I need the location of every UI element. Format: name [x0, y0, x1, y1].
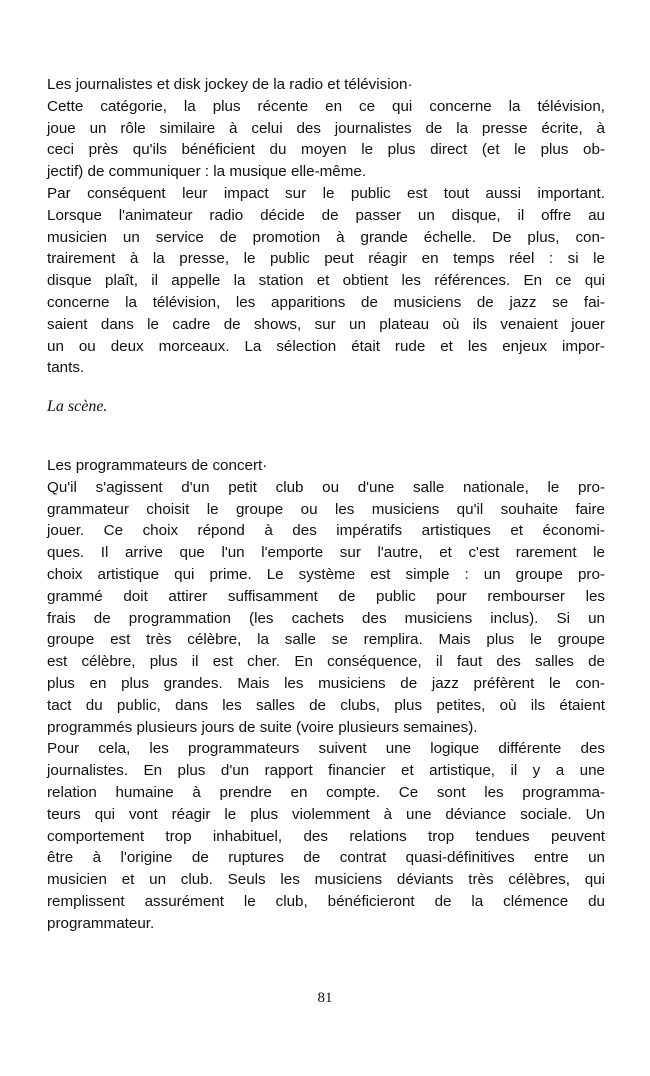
text-line: joue un rôle similaire à celui des journalistes de la presse écrite, à	[47, 119, 605, 137]
text-line: concerne la télévision, les apparitions de musiciens de jazz se fai-	[47, 293, 605, 311]
text-line: jouer. Ce choix répond à des impératifs artistiques et économi-	[47, 522, 605, 540]
text-line: tants.	[47, 359, 85, 377]
page-number: 81	[317, 990, 333, 1006]
section-heading: La scène.	[47, 398, 108, 415]
text-line: un ou deux morceaux. La sélection était rude et les enjeux impor-	[47, 337, 605, 355]
text-line: saient dans le cadre de shows, sur un plateau où ils venaient jouer	[47, 315, 605, 333]
text-line: jectif) de communiquer : la musique elle-même.	[47, 163, 367, 181]
text-line: remplissent assurément le club, bénéficieront de la clémence du	[47, 892, 605, 910]
text-line: Lorsque l'animateur radio décide de passer un disque, il offre au	[47, 206, 605, 224]
text-line: relation humaine à prendre en compte. Ce sont les programma-	[47, 783, 605, 801]
text-line: Par conséquent leur impact sur le public est tout aussi important.	[47, 184, 605, 202]
text-line: comportement trop inhabituel, des relations trop tendues peuvent	[47, 827, 605, 845]
text-line: programmateur.	[47, 914, 155, 932]
text-line: grammé doit attirer suffisamment de public pour rembourser les	[47, 587, 605, 605]
text-line: grammateur choisit le groupe ou les musiciens qu'il souhaite faire	[47, 500, 605, 518]
text-line: groupe est très célèbre, la salle se remplira. Mais plus le groupe	[47, 631, 605, 649]
text-line: plus en plus grandes. Mais les musiciens de jazz préfèrent le con-	[47, 674, 605, 692]
text-line: être à l'origine de ruptures de contrat quasi-définitives entre un	[47, 849, 605, 867]
text-line: Les programmateurs de concert·	[47, 457, 268, 474]
text-line: Les journalistes et disk jockey de la radio et télévision·	[47, 76, 413, 93]
text-line: ques. Il arrive que l'un l'emporte sur l'autre, et c'est rarement le	[47, 544, 605, 562]
text-line: teurs qui vont réagir le plus violemment à une déviance sociale. Un	[47, 805, 605, 823]
text-line: Cette catégorie, la plus récente en ce qui concerne la télévision,	[47, 97, 605, 115]
text-line: disque plaît, il appelle la station et obtient les références. En ce qui	[47, 272, 605, 290]
text-line: ceci près qu'ils bénéficient du moyen le plus direct (et le plus ob-	[47, 141, 605, 159]
text-line: choix artistique qui prime. Le système est simple : un groupe pro-	[47, 565, 605, 583]
text-line: programmés plusieurs jours de suite (voire plusieurs semaines).	[47, 718, 478, 736]
text-block-concert-programmers	[47, 455, 605, 935]
text-line: tact du public, dans les salles de clubs, plus petites, où ils étaient	[47, 696, 605, 714]
text-line: Qu'il s'agissent d'un petit club ou d'une salle nationale, le pro-	[47, 478, 605, 496]
text-line: frais de programmation (les cachets des musiciens inclus). Si un	[47, 609, 605, 627]
text-line: musicien et un club. Seuls les musiciens déviants très célèbres, qui	[47, 871, 605, 889]
text-line: journalistes. En plus d'un rapport financier et artistique, il y a une	[47, 762, 605, 780]
text-line: Pour cela, les programmateurs suivent une logique différente des	[47, 740, 605, 758]
text-line: musicien un service de promotion à grande échelle. De plus, con-	[47, 228, 605, 246]
text-block-radio-tv	[47, 74, 605, 379]
text-line: trairement à la presse, le public peut réagir en temps réel : si le	[47, 250, 605, 268]
text-line: est célèbre, plus il est cher. En conséquence, il faut des salles de	[47, 653, 605, 671]
